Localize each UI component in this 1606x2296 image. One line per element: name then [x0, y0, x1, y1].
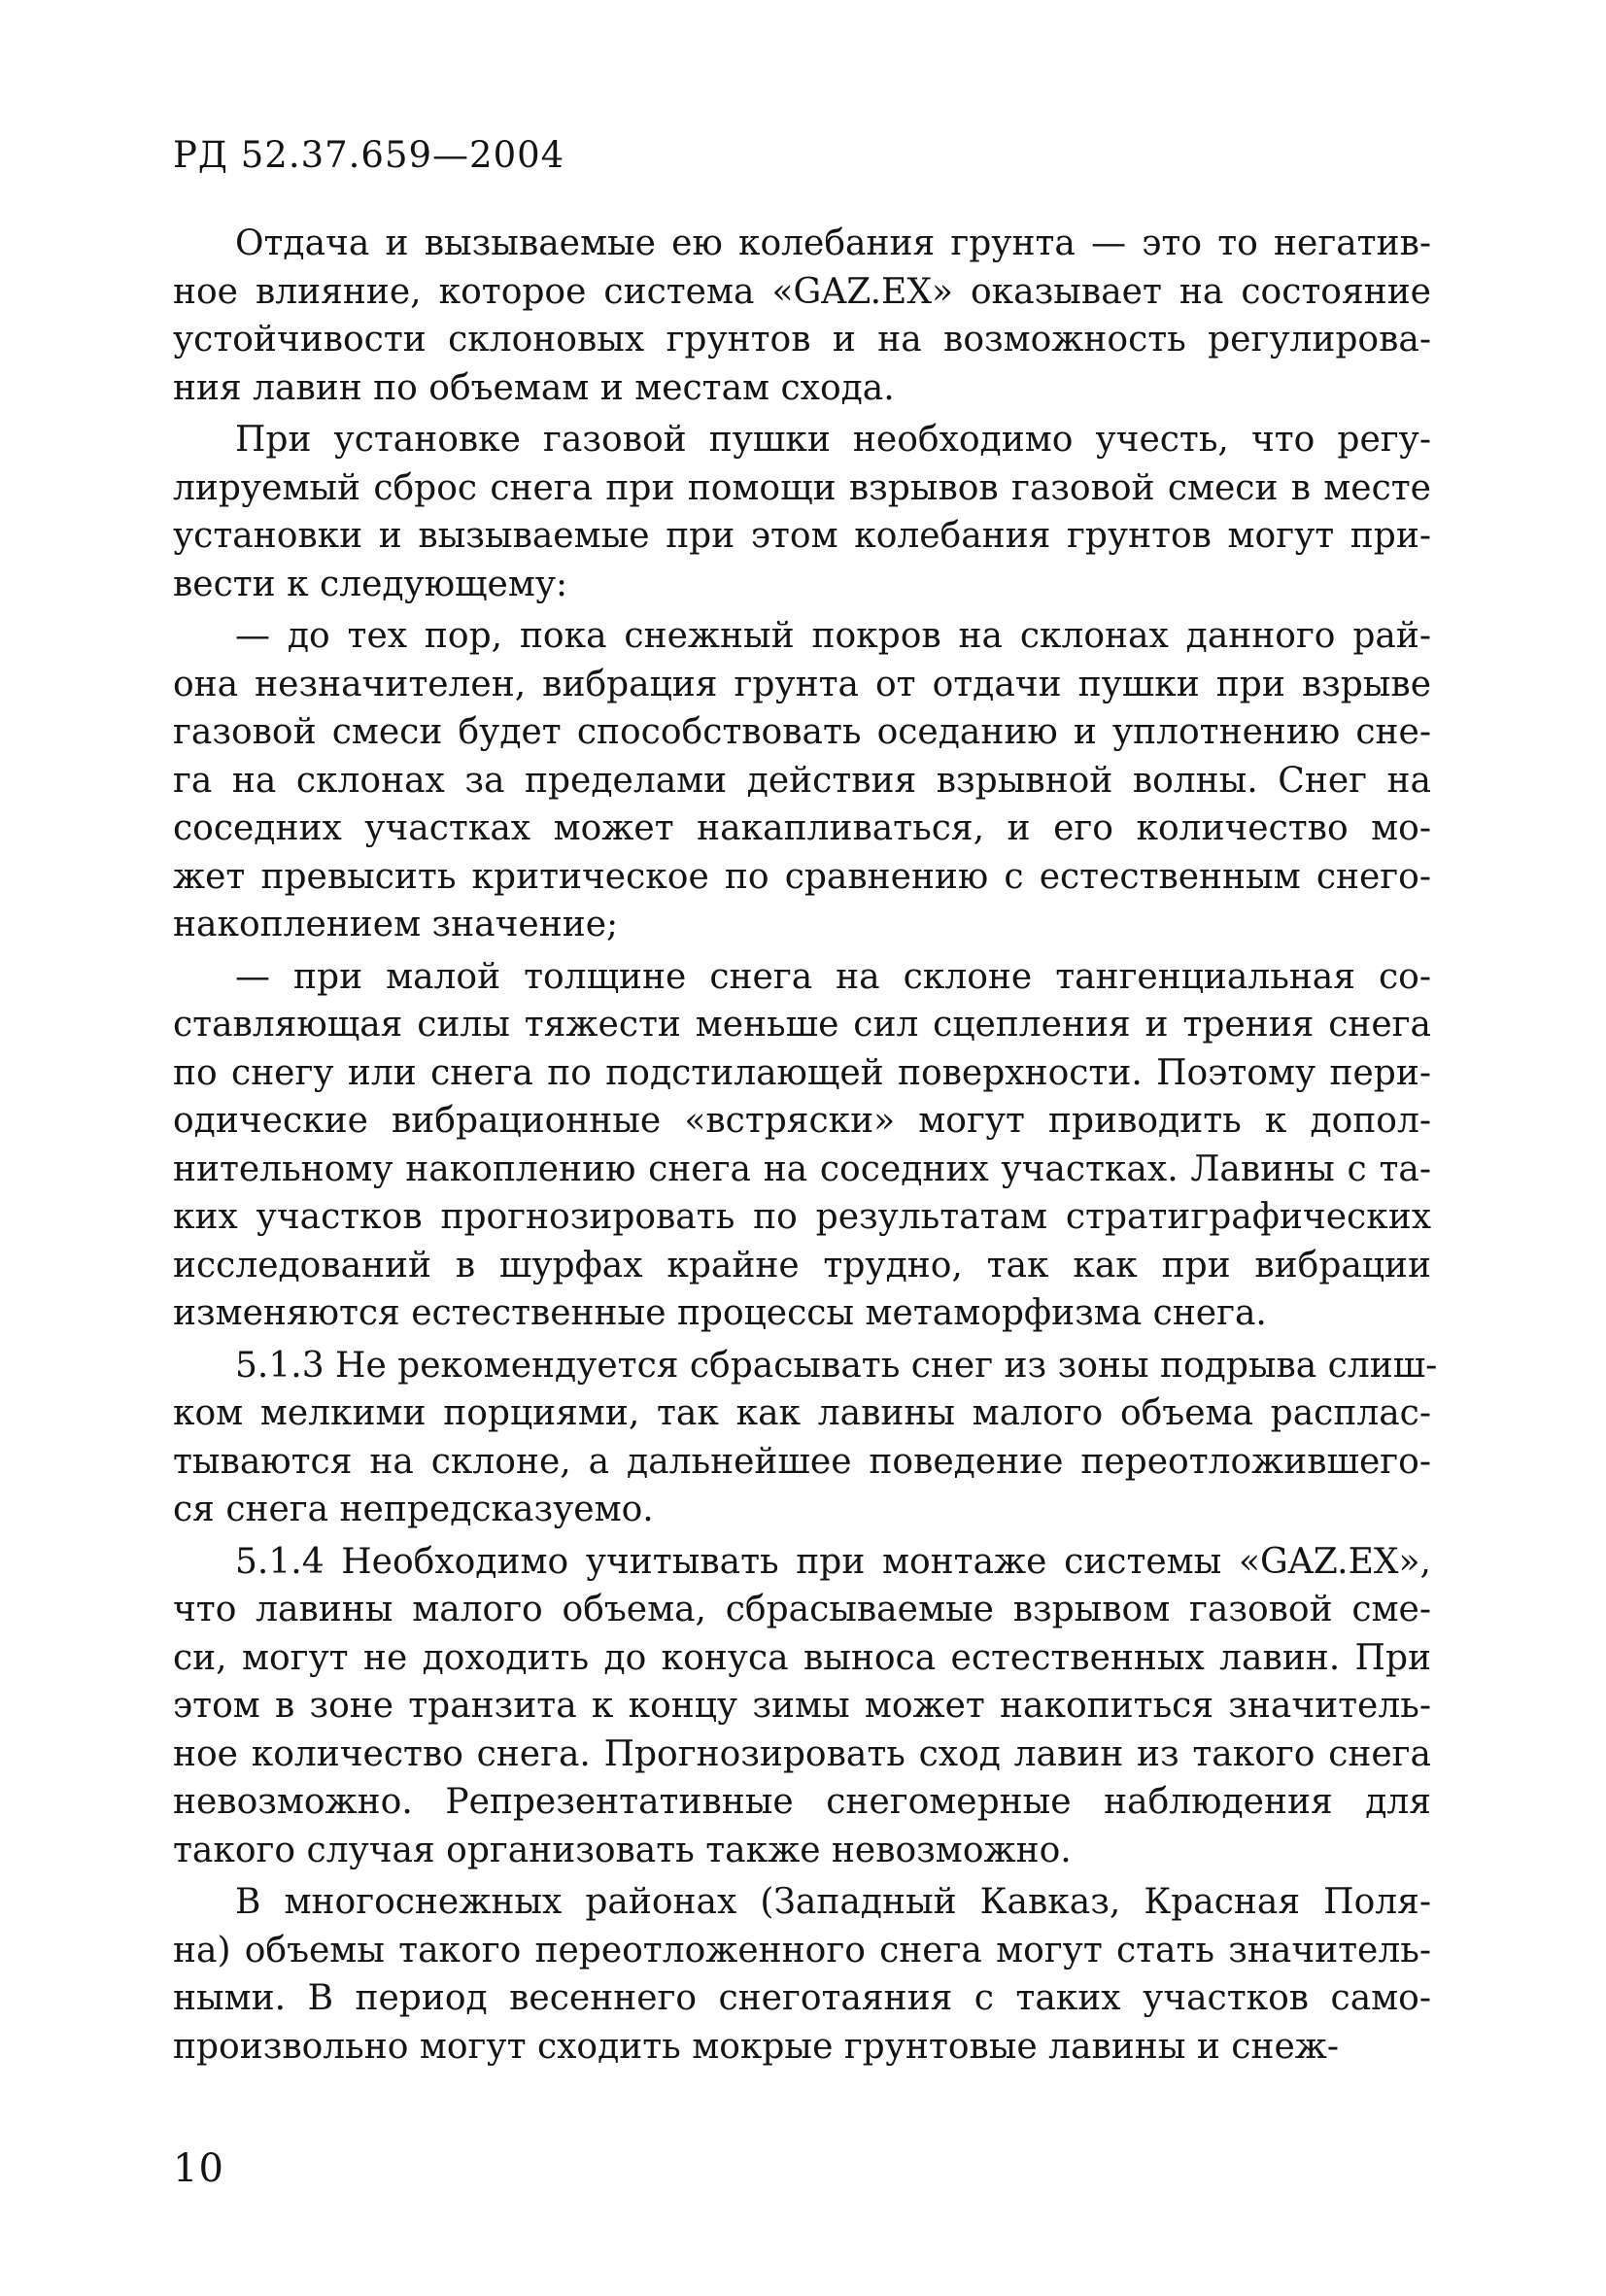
text-line: В многоснежных районах (Западный Кавказ, Красная Поля- [235, 1882, 1431, 1922]
text-line: по снегу или снега по подстилающей поверхности. Поэтому пери- [173, 1052, 1431, 1093]
text-line: ными. В период весеннего снеготаяния с таких участков само- [173, 1978, 1431, 2018]
text-line: ставляющая силы тяжести меньше сил сцепления и трения снега [173, 1005, 1431, 1045]
text-line: ся снега непредсказуемо. [173, 1490, 654, 1529]
text-line: ких участков прогнозировать по результатам стратиграфических [173, 1197, 1431, 1237]
paragraph [173, 953, 1431, 1338]
paragraph [173, 612, 1431, 949]
text-line: тываются на склоне, а дальнейшее поведение переотложившего- [173, 1441, 1431, 1482]
text-line: этом в зоне транзита к концу зимы может накопиться значитель- [173, 1686, 1431, 1726]
text-line: ния лавин по объемам и местам схода. [173, 367, 895, 408]
paragraph [173, 1538, 1431, 1875]
text-line: — при малой толщине снега на склоне тангенциальная со- [235, 956, 1431, 997]
text-line: такого случая организовать также невозможно. [173, 1830, 1072, 1870]
text-line: установки и вызываемые при этом колебания грунтов могут при- [173, 516, 1431, 556]
body-text [173, 220, 1438, 2071]
text-line: на) объемы такого переотложенного снега могут стать значитель- [173, 1930, 1431, 1970]
text-line: ное количество снега. Прогнозировать сход лавин из такого снега [173, 1733, 1431, 1774]
text-line: устойчивости склоновых грунтов и на возможность регулирова- [173, 320, 1431, 360]
text-line: ком мелкими порциями, так как лавины малого объема расплас- [173, 1393, 1431, 1433]
text-line: 5.1.3 Не рекомендуется сбрасывать снег из зоны подрыва слиш- [235, 1345, 1438, 1386]
document-code-header: РД 52.37.659—2004 [173, 134, 565, 176]
text-line: — до тех пор, пока снежный покров на склонах данного рай- [235, 616, 1431, 656]
text-line: жет превысить критическое по сравнению с естественным снего- [173, 856, 1431, 897]
text-line: соседних участках может накапливаться, и его количество мо- [173, 808, 1431, 848]
paragraph [173, 220, 1431, 412]
text-line: исследований в шурфах крайне трудно, так как при вибрации [173, 1245, 1431, 1285]
text-line: ное влияние, которое система «GAZ.EX» оказывает на состояние [173, 271, 1431, 312]
text-line: си, могут не доходить до конуса выноса естественных лавин. При [173, 1637, 1431, 1678]
text-line: лируемый сброс снега при помощи взрывов газовой смеси в месте [173, 467, 1431, 508]
text-line: 5.1.4 Необходимо учитывать при монтаже системы «GAZ.EX», [235, 1541, 1431, 1582]
text-line: невозможно. Репрезентативные снегомерные наблюдения для [173, 1782, 1431, 1822]
text-line: она незначителен, вибрация грунта от отдачи пушки при взрыве [173, 664, 1431, 704]
page-number: 10 [173, 2146, 224, 2191]
text-line: нительному накоплению снега на соседних участках. Лавины с та- [173, 1148, 1431, 1189]
paragraph [173, 416, 1431, 608]
text-line: га на склонах за пределами действия взрывной волны. Снег на [173, 760, 1431, 801]
text-line: Отдача и вызываемые ею колебания грунта — это то негатив- [235, 223, 1431, 263]
text-line: газовой смеси будет способствовать оседанию и уплотнению сне- [173, 712, 1431, 752]
text-line: произвольно могут сходить мокрые грунтовые лавины и снеж- [173, 2026, 1340, 2067]
text-line: вести к следующему: [173, 564, 568, 604]
paragraph [173, 1878, 1431, 2071]
text-line: накоплением значение; [173, 905, 619, 944]
paragraph [173, 1342, 1438, 1534]
text-line: что лавины малого объема, сбрасываемые взрывом газовой сме- [173, 1590, 1431, 1629]
text-line: одические вибрационные «встряски» могут приводить к допол- [173, 1101, 1431, 1141]
text-line: изменяются естественные процессы метаморфизма снега. [173, 1293, 1267, 1333]
text-line: При установке газовой пушки необходимо учесть, что регу- [235, 420, 1431, 460]
